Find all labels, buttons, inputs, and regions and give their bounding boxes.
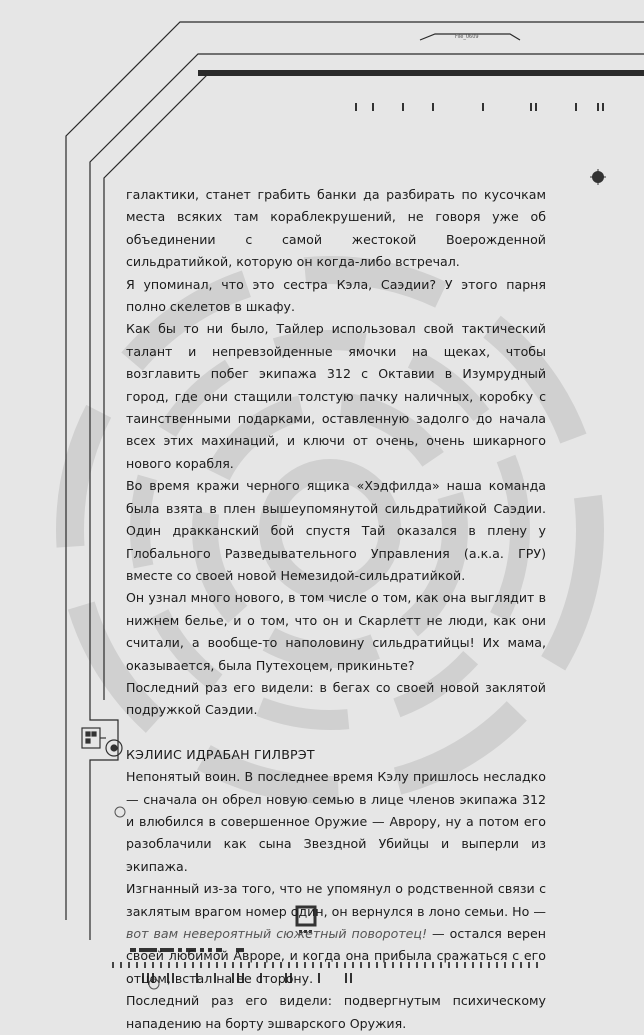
body-text xyxy=(126,184,546,1035)
paragraph xyxy=(126,878,546,990)
paragraph: галактики, станет грабить банки да разбирать по кусочкам места всяких там кораблекрушений, не говоря уже об объединении с самой жестокой Воерожденной сильдратийкой, которую он когда-либо встречал. xyxy=(126,187,546,270)
side-gadget xyxy=(82,728,122,756)
frame-label: File_0609 xyxy=(455,34,479,40)
paragraph-text: — остался верен своей любимой Авроре, и когда она прибыла сражаться с его отцом, встал на ее сторону. xyxy=(126,926,547,986)
paragraph: Последний раз его видели: подвергнутым психическому нападению на борту эшварского Оружия. xyxy=(126,993,546,1031)
target-marker-icon xyxy=(590,169,606,185)
paragraph: Он узнал много нового, в том числе о том, как она выглядит в нижнем белье, и о том, что он и Скарлетт не люди, как они считали, а вообще-то наполовину сильдратийцы! Их мама, оказывается, была Путехоцем, прикиньте? xyxy=(126,590,546,673)
character-heading: КЭЛИИС ИДРАБАН ГИЛВРЭТ xyxy=(126,746,315,762)
paragraph: Непонятый воин. В последнее время Кэлу пришлось несладко — сначала он обрел новую семью в лице членов экипажа 312 и влюбился в совершенное Оружие — Аврору, ну а потом его разоблачили как сына Звездной Убийцы и выперли из экипажа. xyxy=(126,769,546,874)
paragraph: Последний раз его видели: в бегах со своей новой заклятой подружкой Саэдии. xyxy=(126,679,546,718)
paragraph: Во время кражи черного ящика «Хэдфилда» наша команда была взята в плен вышеупомянутой сильдратийкой Саэдии. Один дракканский бой спустя Тай оказался в плену у Глобального Разведывательного Управления (а.к.а. ГРУ) вместе со своей новой Немезидой-сильдратийкой. xyxy=(126,478,546,583)
top-ticks xyxy=(355,103,604,111)
paragraph: Как бы то ни было, Тайлер использовал свой тактический талант и непревзойденные ямочки на щеках, чтобы возглавить побег экипажа 312 с Октавии в Изумрудный город, где они стащили толстую пачку наличных, коробку с таинственными подарками, оставленную задолго до начала всех этих махинаций, и ключи от очень, очень шикарного нового корабля. xyxy=(126,321,546,471)
paragraph: Я упоминал, что это сестра Кэла, Саэдии? У этого парня полно скелетов в шкафу. xyxy=(126,276,546,315)
italic-aside: вот вам невероятный сюжетный поворотец! xyxy=(126,926,428,941)
paragraph-text: Изгнанный из-за того, что не упомянул о родственной связи с заклятым врагом номер один, он вернулся в лоно семьи. Но — xyxy=(126,881,546,919)
